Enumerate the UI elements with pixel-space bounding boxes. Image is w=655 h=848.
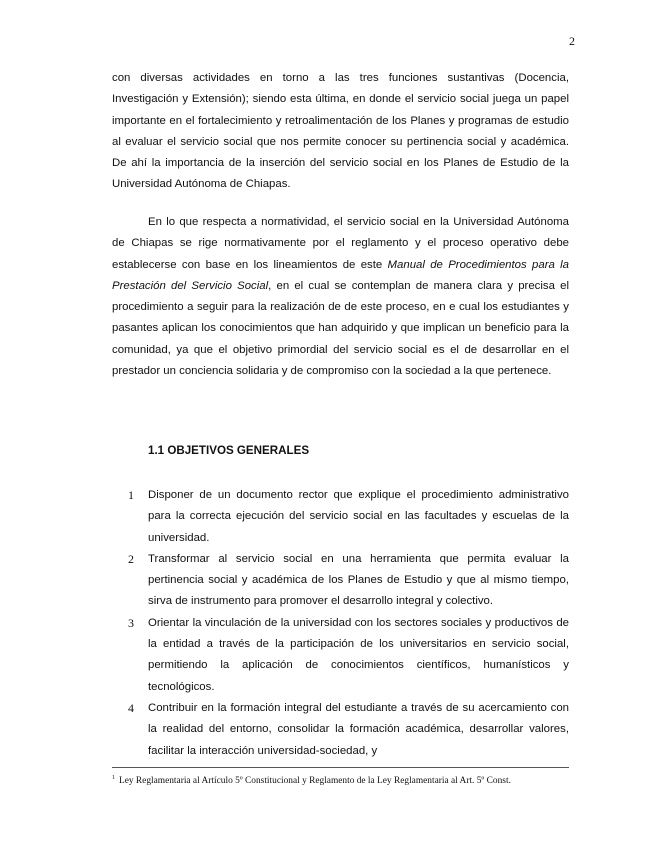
objective-item [112, 698, 569, 762]
objective-number: 3 [128, 615, 134, 630]
footnote-separator [112, 767, 569, 768]
objective-item [112, 613, 569, 698]
objective-number: 2 [128, 551, 134, 566]
objectives-list [112, 485, 569, 762]
paragraph-normatividad-text-1: En lo que respecta a normatividad, el servicio social en la Universidad Autónoma de Chiapas se rige normativamente por el reglamento y el proceso operativo debe establecerse con base en los lineamientos de este [112, 216, 569, 271]
objective-number: 4 [128, 700, 134, 715]
footnote-text: Ley Reglamentaria al Artículo 5º Constitucional y Reglamento de la Ley Reglamentaria al Art. 5º Const. [119, 776, 511, 786]
objective-text: Transformar al servicio social en una herramienta que permita evaluar la pertinencia social y académica de los Planes de Estudio y que al mismo tiempo, sirva de instrumento para promover el desarrollo integral y colectivo. [148, 552, 569, 608]
manual-title-italic: Manual de Procedimientos para la Prestación del Servicio Social [112, 258, 569, 292]
section-heading: 1.1 OBJETIVOS GENERALES [148, 444, 310, 457]
objective-text: Orientar la vinculación de la universidad con los sectores sociales y productivos de la entidad a través de la participación de los universitarios en servicio social, permitiendo la aplicación de conocimientos científicos, humanísticos y tecnológicos. [148, 616, 569, 693]
objective-text: Disponer de un documento rector que explique el procedimiento administrativo para la correcta ejecución del servicio social en las facultades y escuelas de la universidad. [148, 489, 569, 544]
footnote [112, 775, 582, 786]
objective-item [112, 549, 569, 613]
page-number: 2 [569, 34, 575, 48]
paragraph-normatividad-text-2: , en el cual se contemplan de manera clara y precisa el procedimiento a seguir para la realización de de este proceso, en e cual los estudiantes y pasantes aplican los conocimientos que han adquirido y que implican un beneficio para la comunidad, ya que el objetivo primordial del servicio social es el de desarrollar en el prestador un conciencia solidaria y de compromiso con la sociedad a la que pertenece. [112, 279, 569, 378]
paragraph-intro: con diversas actividades en torno a las tres funciones sustantivas (Docencia, Investigación y Extensión); siendo esta última, en donde el servicio social juega un papel importante en el fortalecimiento y retroalimentación de los Planes y programas de estudio al evaluar el servicio social que nos permite conocer su pertinencia social y académica. De ahí la importancia de la inserción del servicio social en los Planes de Estudio de la Universidad Autónoma de Chiapas. [112, 72, 569, 191]
footnote-marker: 1 [112, 775, 115, 781]
objective-text: Contribuir en la formación integral del estudiante a través de su acercamiento con la realidad del entorno, consolidar la formación académica, desarrollar valores, facilitar la interacción universidad-sociedad, y [148, 701, 569, 757]
objective-item [112, 485, 569, 549]
paragraph-normatividad [112, 212, 569, 382]
objective-number: 1 [128, 488, 134, 502]
